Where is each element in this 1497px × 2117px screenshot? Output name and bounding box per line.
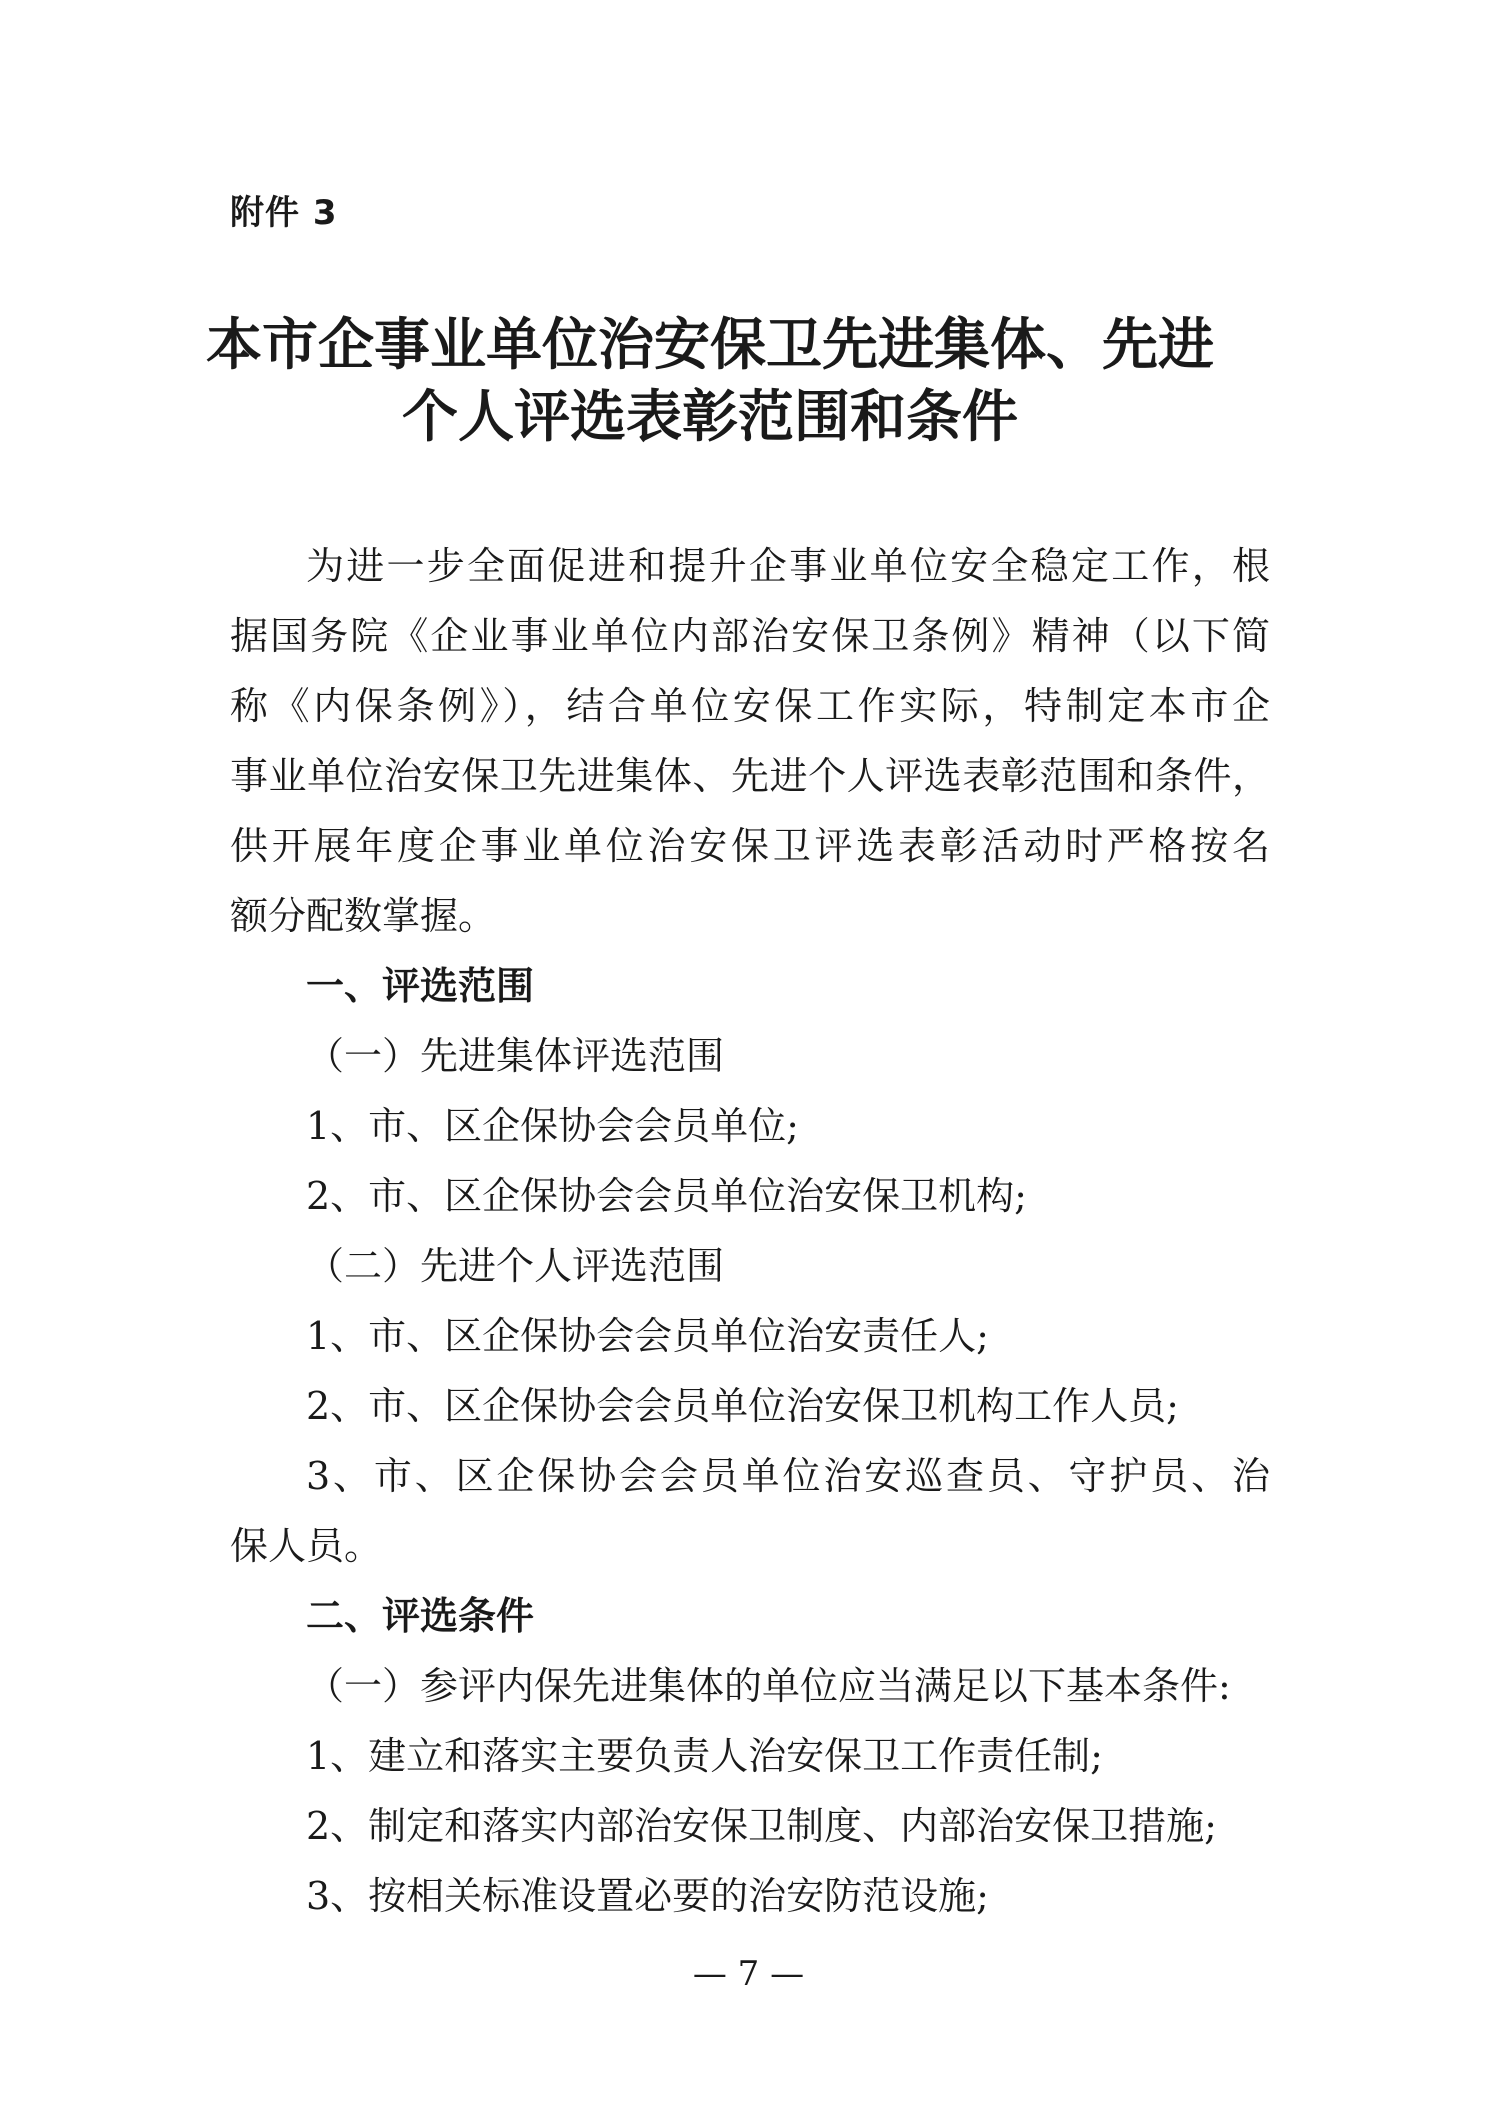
- section-2-sub-1-item-2: 2、制定和落实内部治安保卫制度、内部治安保卫措施;: [306, 1804, 1217, 1848]
- section-1-sub-1-item-1: 1、市、区企保协会会员单位;: [306, 1104, 799, 1148]
- section-1-sub-1-item-2: 2、市、区企保协会会员单位治安保卫机构;: [306, 1174, 1027, 1218]
- section-1-sub-2-item-2: 2、市、区企保协会会员单位治安保卫机构工作人员;: [306, 1384, 1179, 1428]
- document-title-line-1: 本市企事业单位治安保卫先进集体、先进: [206, 312, 1214, 378]
- section-1-sub-2-heading: （二）先进个人评选范围: [306, 1244, 725, 1288]
- intro-line-4: 事业单位治安保卫先进集体、先进个人评选表彰范围和条件，: [230, 754, 1270, 798]
- intro-line-3: 称《内保条例》），结合单位安保工作实际，特制定本市企: [230, 684, 1270, 728]
- section-1-heading: 一、评选范围: [306, 964, 535, 1008]
- section-2-sub-1-heading: （一）参评内保先进集体的单位应当满足以下基本条件:: [306, 1664, 1231, 1708]
- attachment-label: 附件 3: [230, 193, 338, 233]
- intro-line-5: 供开展年度企事业单位治安保卫评选表彰活动时严格按名: [230, 824, 1270, 868]
- page-number: — 7 —: [692, 1954, 805, 1994]
- intro-line-1: 为进一步全面促进和提升企事业单位安全稳定工作，根: [306, 544, 1270, 588]
- document-title-line-2: 个人评选表彰范围和条件: [402, 384, 1018, 450]
- intro-line-2: 据国务院《企业事业单位内部治安保卫条例》精神（以下简: [230, 614, 1270, 658]
- section-1-sub-1-heading: （一）先进集体评选范围: [306, 1034, 725, 1078]
- intro-line-6: 额分配数掌握。: [230, 894, 497, 938]
- section-2-sub-1-item-1: 1、建立和落实主要负责人治安保卫工作责任制;: [306, 1734, 1103, 1778]
- section-1-sub-2-item-1: 1、市、区企保协会会员单位治安责任人;: [306, 1314, 989, 1358]
- section-2-sub-1-item-3: 3、按相关标准设置必要的治安防范设施;: [306, 1874, 989, 1918]
- section-1-sub-2-item-3-continued: 保人员。: [230, 1524, 383, 1568]
- section-2-heading: 二、评选条件: [306, 1594, 535, 1638]
- section-1-sub-2-item-3: 3、市、区企保协会会员单位治安巡查员、守护员、治: [306, 1454, 1270, 1498]
